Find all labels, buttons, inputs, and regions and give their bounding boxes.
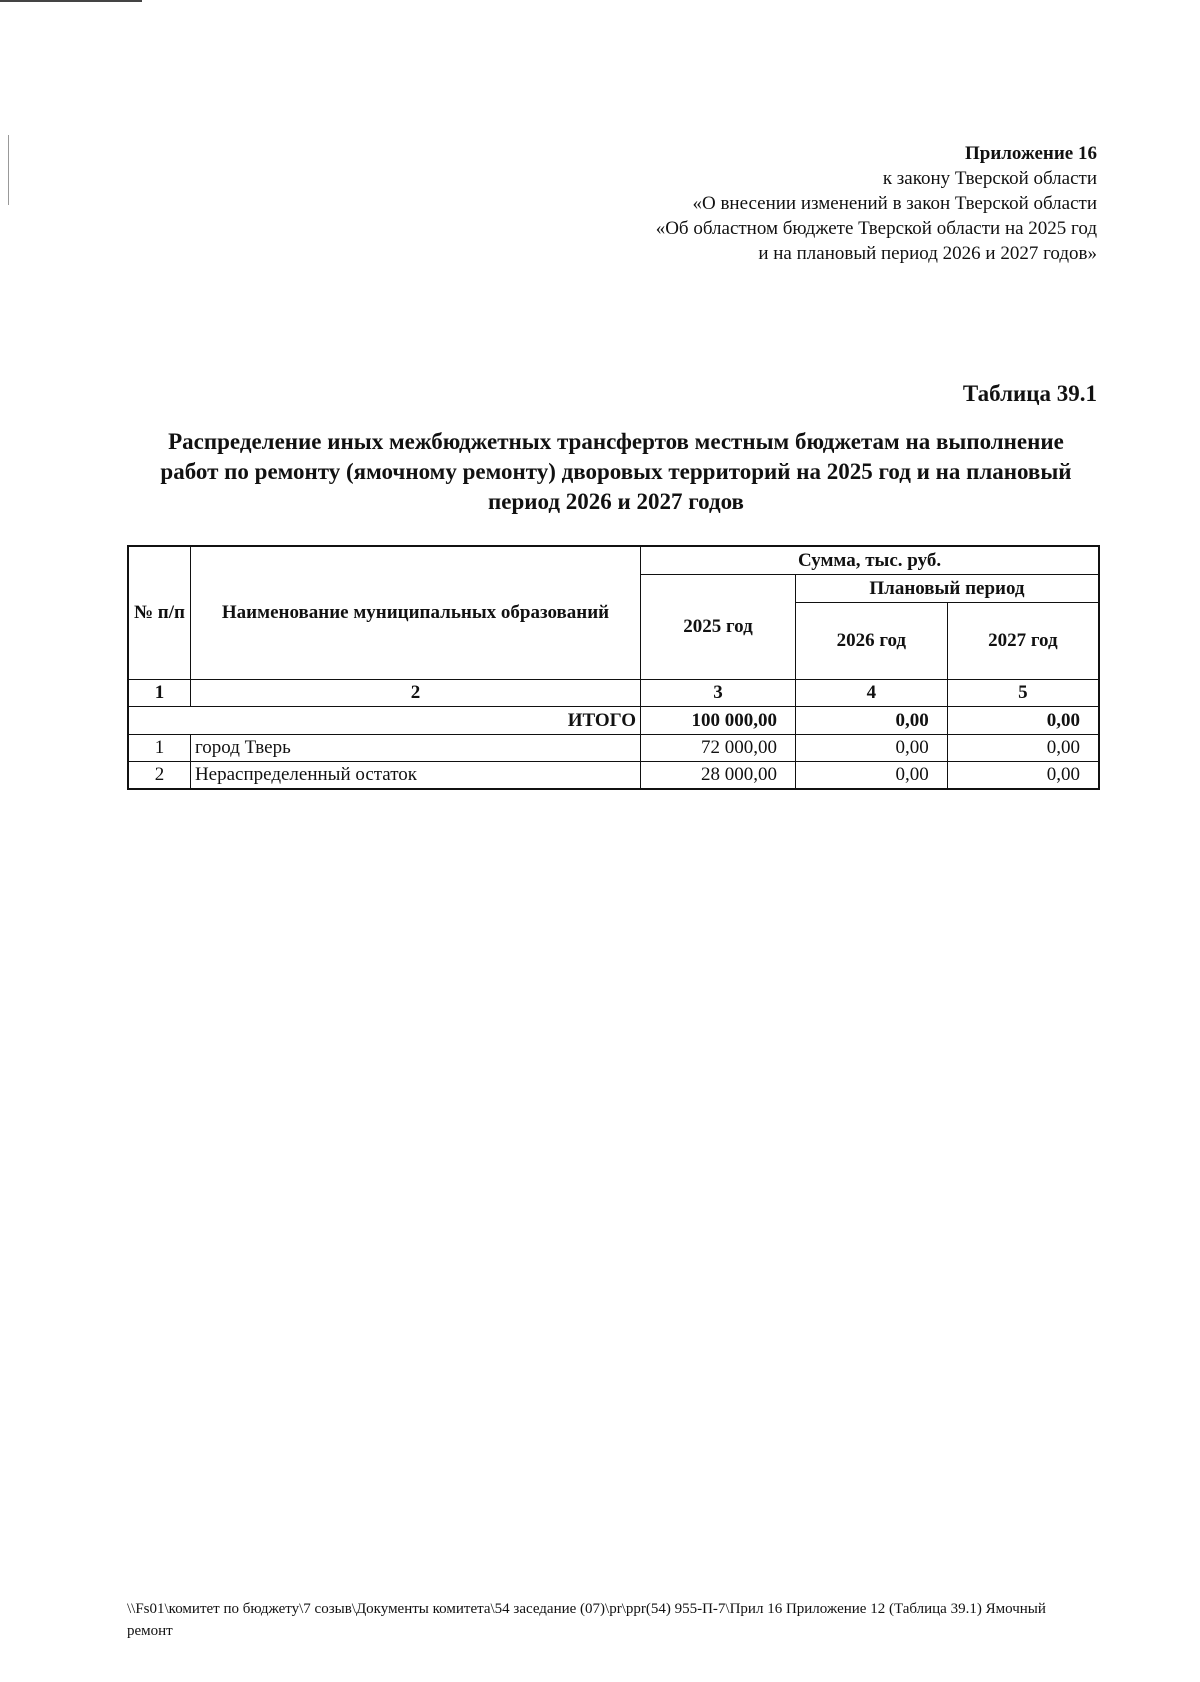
row-name: город Тверь [190,735,640,762]
title-line: работ по ремонту (ямочному ремонту) дворовых территорий на 2025 год и на плановый [160,459,1072,484]
col-header-sum: Сумма, тыс. руб. [641,546,1099,575]
appendix-number: Приложение 16 [964,143,1097,164]
table-row [128,735,1099,762]
total-label: ИТОГО [128,707,641,735]
col-header-number: № п/п [128,546,190,680]
scan-edge-mark [0,0,142,2]
total-2027: 0,00 [947,707,1099,735]
row-2026: 0,00 [795,762,947,790]
col-header-name: Наименование муниципальных образований [190,546,640,680]
appendix-line: «О внесении изменений в закон Тверской области [692,193,1097,214]
table-row [128,762,1099,790]
row-2027: 0,00 [947,762,1099,790]
appendix-header [656,141,1097,266]
row-2025: 72 000,00 [641,735,796,762]
row-2027: 0,00 [947,735,1099,762]
appendix-line: и на плановый период 2026 и 2027 годов» [758,243,1097,264]
table-number: Таблица 39.1 [962,381,1097,406]
file-path-footer [127,1598,1127,1642]
appendix-line: к закону Тверской области [882,168,1097,189]
title-line: Распределение иных межбюджетных трансфертов местным бюджетам на выполнение [168,429,1064,454]
total-row [128,707,1099,735]
index-cell: 1 [128,680,190,707]
row-number: 2 [128,762,190,790]
index-cell: 4 [795,680,947,707]
col-header-plan-period: Плановый период [795,575,1099,603]
row-number: 1 [128,735,190,762]
total-2025: 100 000,00 [641,707,796,735]
row-name: Нераспределенный остаток [190,762,640,790]
scan-edge-mark-left [8,135,9,205]
row-2026: 0,00 [795,735,947,762]
col-header-2026: 2026 год [795,603,947,680]
row-2025: 28 000,00 [641,762,796,790]
distribution-table [127,545,1100,790]
document-title [128,427,1104,517]
total-2026: 0,00 [795,707,947,735]
index-cell: 2 [190,680,640,707]
index-cell: 3 [641,680,796,707]
appendix-line: «Об областном бюджете Тверской области на 2025 год [655,218,1097,239]
index-cell: 5 [947,680,1099,707]
footer-path-line: ремонт [127,1623,173,1639]
footer-path-line: \\Fs01\комитет по бюджету\7 созыв\Документы комитета\54 заседание (07)\pr\ppr(54) 955-П-7\Прил 16 Приложение 12 (Таблица 39.1) Ямочный [127,1601,1046,1617]
title-line: период 2026 и 2027 годов [488,489,744,514]
col-header-2025: 2025 год [641,575,796,680]
col-header-2027: 2027 год [947,603,1099,680]
